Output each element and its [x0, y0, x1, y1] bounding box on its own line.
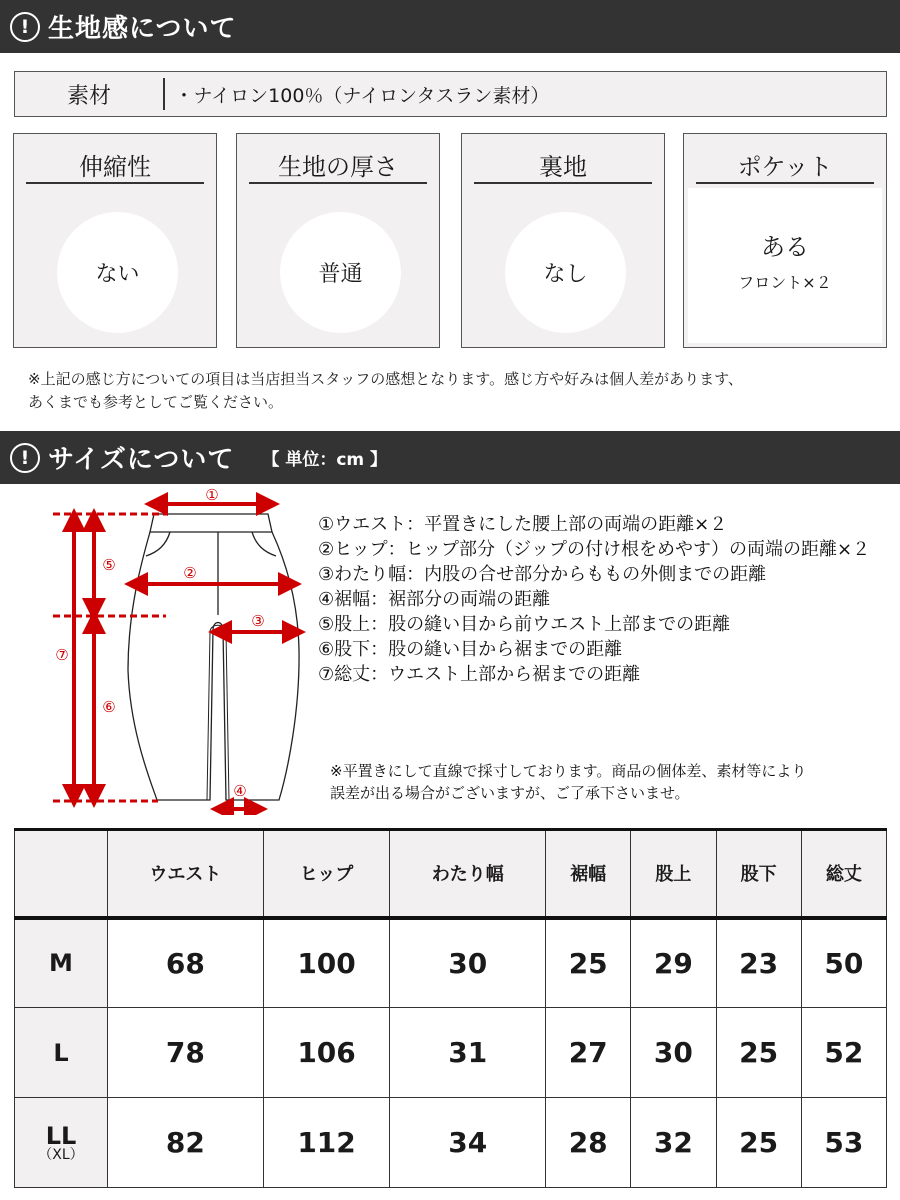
- lining-card: [461, 133, 665, 348]
- pants-illustration-icon: [50, 480, 310, 815]
- legend-item: ③わたり幅：内股の合せ部分からももの外側までの距離: [318, 564, 767, 585]
- table-header-cell: ヒップ: [263, 830, 390, 918]
- table-header-cell: 股上: [631, 830, 716, 918]
- divider: [26, 182, 204, 184]
- table-header-cell: ウエスト: [108, 830, 264, 918]
- card-subvalue: フロント×２: [738, 272, 832, 292]
- legend-item: ⑤股上：股の縫い目から前ウエスト上部までの距離: [318, 614, 731, 635]
- size-name: L: [53, 1038, 69, 1067]
- table-cell: 30: [631, 1008, 716, 1098]
- size-name: LL: [45, 1121, 77, 1150]
- legend-item: ②ヒップ：ヒップ部分（ジップの付け根をめやす）の両端の距離×２: [318, 539, 871, 560]
- table-cell: 25: [716, 1098, 801, 1188]
- table-header-cell: 総丈: [801, 830, 886, 918]
- table-cell: 68: [108, 918, 264, 1008]
- note-line: あくまでも参考としてご覧ください。: [28, 393, 284, 411]
- size-table: [14, 828, 887, 1188]
- table-header-cell: わたり幅: [390, 830, 546, 918]
- table-cell: 31: [390, 1008, 546, 1098]
- svg-text:⑦: ⑦: [55, 646, 69, 664]
- exclamation-circle-icon: !: [10, 443, 40, 473]
- note-line: ※平置きにして直線で採寸しております。商品の個体差、素材等により: [330, 762, 807, 780]
- size-section-title: サイズについて: [48, 445, 235, 475]
- table-cell: 53: [801, 1098, 886, 1188]
- stretch-card: [13, 133, 217, 348]
- card-value: 普通: [280, 212, 401, 333]
- material-label: 素材: [66, 83, 111, 109]
- card-value-panel: [688, 188, 882, 343]
- table-cell: 28: [546, 1098, 631, 1188]
- divider: [474, 182, 652, 184]
- legend-item: ⑦総丈：ウエスト上部から裾までの距離: [318, 664, 641, 685]
- legend-item: ⑥股下：股の縫い目から裾までの距離: [318, 639, 623, 660]
- svg-text:②: ②: [183, 564, 197, 582]
- table-header-row: [15, 830, 887, 918]
- material-value: ・ナイロン100％（ナイロンタスラン素材）: [174, 84, 550, 107]
- fabric-section-header: [0, 0, 900, 53]
- table-cell: 82: [108, 1098, 264, 1188]
- svg-text:③: ③: [251, 612, 265, 630]
- size-label: [15, 918, 108, 1008]
- divider: [249, 182, 427, 184]
- note-line: ※上記の感じ方についての項目は当店担当スタッフの感想となります。感じ方や好みは個人差があります、: [28, 370, 743, 388]
- divider: [696, 182, 874, 184]
- svg-text:④: ④: [233, 782, 247, 800]
- size-name: M: [49, 949, 73, 978]
- unit-label: 【 単位：cm 】: [262, 450, 388, 470]
- card-title: 生地の厚さ: [278, 153, 398, 181]
- table-row: [15, 918, 887, 1008]
- size-section-header: [0, 431, 900, 484]
- table-row: [15, 1008, 887, 1098]
- thickness-card: [236, 133, 440, 348]
- table-cell: 34: [390, 1098, 546, 1188]
- table-cell: 23: [716, 918, 801, 1008]
- table-cell: 78: [108, 1008, 264, 1098]
- svg-text:⑥: ⑥: [102, 698, 116, 716]
- card-value: なし: [505, 212, 626, 333]
- measurement-legend: [318, 512, 870, 687]
- table-cell: 106: [263, 1008, 390, 1098]
- table-cell: 25: [546, 918, 631, 1008]
- material-row: [14, 71, 887, 117]
- card-value: ない: [57, 212, 178, 333]
- table-header-cell: 股下: [716, 830, 801, 918]
- table-cell: 27: [546, 1008, 631, 1098]
- fabric-section-title: 生地感について: [48, 14, 237, 44]
- table-header-cell: 裾幅: [546, 830, 631, 918]
- table-row: [15, 1098, 887, 1188]
- card-title: ポケット: [737, 153, 833, 181]
- svg-text:⑤: ⑤: [102, 556, 116, 574]
- size-label: [15, 1098, 108, 1188]
- table-cell: 100: [263, 918, 390, 1008]
- fabric-note: [28, 368, 743, 414]
- card-title: 裏地: [539, 153, 587, 181]
- table-cell: 112: [263, 1098, 390, 1188]
- table-cell: 29: [631, 918, 716, 1008]
- size-alt-name: （XL）: [38, 1146, 84, 1163]
- exclamation-circle-icon: !: [10, 12, 40, 42]
- measurement-note: [330, 760, 806, 804]
- pants-measurement-diagram: [50, 480, 310, 815]
- card-title: 伸縮性: [79, 153, 151, 181]
- legend-item: ④裾幅：裾部分の両端の距離: [318, 589, 551, 610]
- svg-text:①: ①: [205, 486, 219, 504]
- legend-item: ①ウエスト：平置きにした腰上部の両端の距離×２: [318, 514, 728, 535]
- card-value: ある: [761, 232, 809, 261]
- table-cell: 25: [716, 1008, 801, 1098]
- table-cell: 30: [390, 918, 546, 1008]
- table-cell: 52: [801, 1008, 886, 1098]
- pocket-card: [683, 133, 887, 348]
- table-cell: 32: [631, 1098, 716, 1188]
- note-line: 誤差が出る場合がございますが、ご了承下さいませ。: [330, 784, 690, 802]
- table-cell: 50: [801, 918, 886, 1008]
- table-header-cell: [15, 830, 108, 918]
- size-label: [15, 1008, 108, 1098]
